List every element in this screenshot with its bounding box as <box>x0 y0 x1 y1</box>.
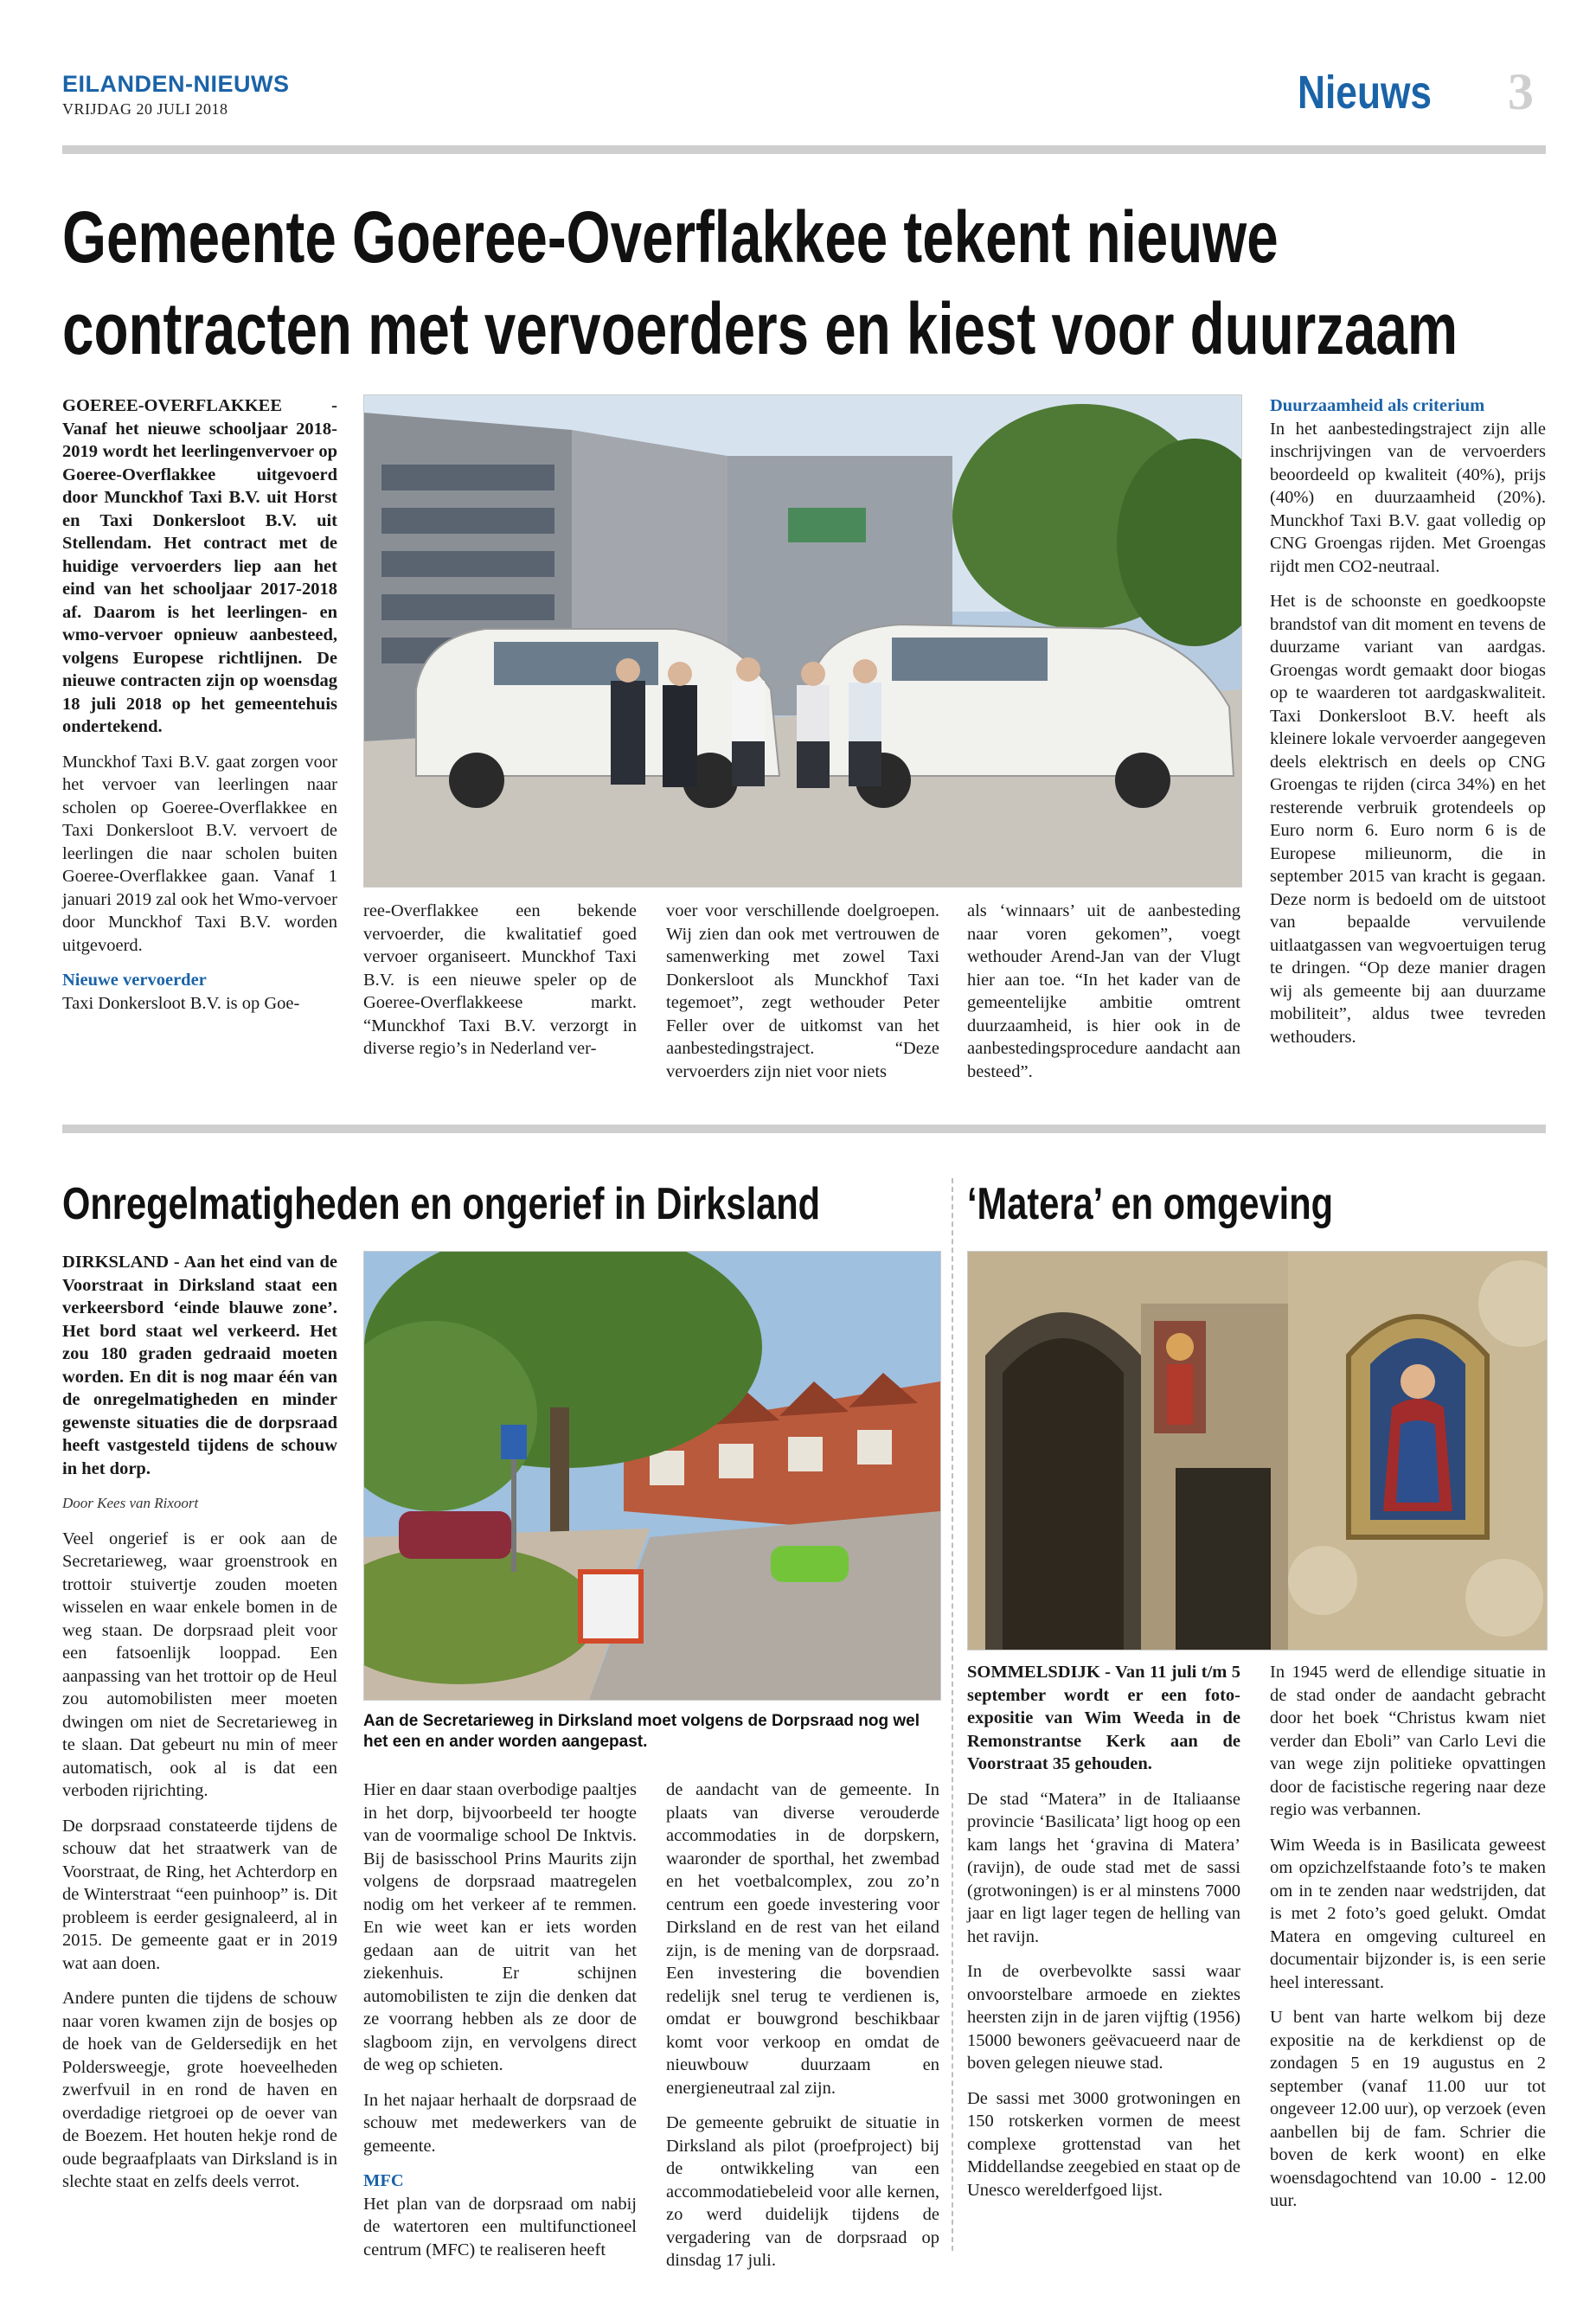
article1-col3 <box>666 900 939 1095</box>
article1-headline-line2: contracten met vervoerders en kiest voor duurzaam <box>62 288 1458 369</box>
issue-date: VRIJDAG 20 JULI 2018 <box>62 100 228 118</box>
article1-paragraph: Het is de schoonste en goedkoopste brandstof van dit moment en tevens de duurzame variant van aardgas. Groengas wordt gemaakt door biogas op te waarderen tot aardgaskwaliteit. Taxi Donkersloot B.V. heeft als kleinere lokale vervoerder aangegeven deels elektrisch en deels op CNG Groengas te rijden (circa 34%) en het resterende verbruik grotendeels op Euro norm 6. Euro norm 6 is de Europese milieunorm, die in september 2015 van kracht is gegaan. Deze norm is bedoeld om de uitstoot van bepaalde vervuilende uitlaatgassen van wegvoertuigen terug te dringen. “Op deze manier dragen wij als gemeente bij aan duurzame mobiliteit”, aldus twee tevreden wethouders. <box>1270 592 1546 1047</box>
article2-photo-caption: Aan de Secretarieweg in Dirksland moet volgens de Dorpsraad nog wel het een en ander worden aangepast. <box>363 1712 920 1751</box>
article3-photo-matera <box>967 1251 1548 1650</box>
article1-paragraph: In het aanbestedingstraject zijn alle inschrijvingen van de vervoerders beoordeeld op kwaliteit (40%), prijs (40%) en duurzaamheid (20%). Munckhof Taxi B.V. gaat volledig op CNG Groengas rijden. Met Groengas rijdt men CO2-neutraal. <box>1270 419 1546 576</box>
header-rule <box>62 145 1546 154</box>
article2-paragraph: Het plan van de dorpsraad om nabij de watertoren een multifunctioneel centrum (MFC) te realiseren heeft <box>363 2194 637 2259</box>
article1-subheading: Nieuwe vervoerder <box>62 971 207 990</box>
article3-paragraph: In 1945 werd de ellendige situatie in de stad onder de aandacht gebracht door het boek “Christus kwam niet verder dan Eboli” van Carlo Levi die van wege zijn politieke opvattingen door de facistische regering naar deze regio was verbannen. <box>1270 1663 1546 1819</box>
article2-lead: DIRKSLAND - Aan het eind van de Voorstraat in Dirksland staat een verkeersbord ‘einde blauwe zone’. Het bord staat wel verkeerd. Het zou 180 graden gedraaid moeten worden. En dit is nog maar één van de onregelmatigheden en minder gewenste situaties die de dorpsraad heeft vastgesteld tijdens de schouw in het dorp. <box>62 1253 337 1478</box>
article1-photo-taxis <box>363 394 1242 888</box>
article1-paragraph: voer voor verschillende doelgroepen. Wij zien dan ook met vertrouwen de samenwerking met zowel Taxi Donkersloot als Munckhof Taxi tegemoet”, zegt wethouder Peter Feller over de uitkomst van het aanbestedingstraject. “Deze vervoerders zijn niet voor niets <box>666 901 939 1081</box>
article3-paragraph: In de overbevolkte sassi waar onvoorstelbare armoede en ziektes heersten zijn in de jaren vijftig (1956) 15000 bewoners geëvacueerd naar de boven gelegen nieuwe stad. <box>967 1962 1240 2073</box>
article2-paragraph: De gemeente gebruikt de situatie in Dirksland als pilot (proefproject) bij de ontwikkeling van een accommodatiebeleid voor alle kernen, zo werd duidelijk tijdens de vergadering van de dorpsraad op dinsdag 17 juli. <box>666 2113 939 2270</box>
article1-headline-line1: Gemeente Goeree-Overflakkee tekent nieuwe <box>62 196 1279 278</box>
article2-paragraph: Hier en daar staan overbodige paaltjes in het dorp, bijvoorbeeld ter hoogte van de voormalige school De Inktvis. Bij de basisschool Prins Maurits zijn volgens de dorpsraad maatregelen nodig om het verkeer af te remmen. En wie weet kan er iets worden gedaan aan de uitrit van het ziekenhuis. Er schijnen automobilisten te zijn die denken dat ze voorrang hebben als ze door de slagboom zijn, en vervolgens direct de weg op schieten. <box>363 1780 637 2074</box>
article1-paragraph: Taxi Donkersloot B.V. is op Goe- <box>62 993 300 1013</box>
article2-subheading: MFC <box>363 2171 404 2190</box>
article2-col2 <box>363 1779 637 2261</box>
article2-byline: Door Kees van Rixoort <box>62 1495 199 1511</box>
section-title: Nieuws <box>1297 67 1432 119</box>
article2-paragraph: Andere punten die tijdens de schouw naar voren kwamen zijn de bosjes op de hoek van de Geldersedijk en het Poldersweegje, grote hoeveelheden zwerfvuil in en rond de haven en overdadige rietgroei op de oever van de Boezem. Het houten hekje rond de oude begraafplaats van Dirksland is in slechte staat en zelfs deels verrot. <box>62 1989 337 2191</box>
article1-paragraph: als ‘winnaars’ uit de aanbesteding naar voren gekomen”, voegt wethouder Arend-Jan van der Vlugt hier aan toe. “In het kader van de gemeentelijke ambitie omtrent duurzaamheid, is hier ook in de aanbestedingsprocedure aandacht aan besteed”. <box>967 901 1240 1081</box>
article2-paragraph: de aandacht van de gemeente. In plaats van diverse verouderde accommodaties in de dorpskern, waaronder de sporthal, het zwembad en het voetbalcomplex, zou zo’n centrum een goede investering voor Dirksland en de rest van het eiland zijn, is de mening van de dorpsraad. Een investering die bovendien redelijk snel terug te verdienen is, omdat er bouwgrond beschikbaar komt voor verkoop en omdat de nieuwbouw duurzaam en energieneutraal zal zijn. <box>666 1780 939 2098</box>
article2-photo-street <box>363 1251 941 1701</box>
street-photo-illustration <box>364 1252 940 1700</box>
page-number: 3 <box>1508 63 1534 120</box>
article3-paragraph: U bent van harte welkom bij deze expositie na de kerkdienst op de zondagen 5 en 19 augustus en 2 september (vanaf 11.00 uur tot ongeveer 12.00 uur), op verzoek (even aanbellen bij de fam. Schrier die boven de kerk woont) en elke woensdagochtend van 10.00 - 12.00 uur. <box>1270 2008 1546 2210</box>
column-divider <box>952 1178 953 2251</box>
article3-paragraph: De stad “Matera” in de Italiaanse provincie ‘Basilicata’ ligt hoog op een kam langs het ‘gravina di Matera’ (ravijn), de oude stad met de sassi (grotwoningen) is er al minstens 7000 jaar en ligt lager tegen de helling van het ravijn. <box>967 1789 1240 1946</box>
article3-headline: ‘Matera’ en omgeving <box>967 1179 1334 1229</box>
article-divider-rule <box>62 1125 1546 1133</box>
article3-paragraph: De sassi met 3000 grotwoningen en 150 rotskerken vormen de meest complexe grottenstad van het Middellandse zeegebied en staat op de Unesco werelderfgoed lijst. <box>967 2088 1240 2200</box>
article3-col1 <box>967 1661 1240 2214</box>
article3-lead: SOMMELSDIJK - Van 11 juli t/m 5 september wordt er een foto-expositie van Wim Weeda in de Remonstrantse Kerk aan de Voorstraat 35 gehouden. <box>967 1663 1240 1773</box>
article2-paragraph: De dorpsraad constateerde tijdens de schouw dat het straatwerk van de Voorstraat, de Ring, het Achterdorp en de Winterstraat “een puinhoop” is. Dit probleem is eerder gesignaleerd, al in 2015. De gemeente gaat er in 2019 wat aan doen. <box>62 1816 337 1973</box>
article1-lead: GOEREE-OVERFLAKKEE - Vanaf het nieuwe schooljaar 2018-2019 wordt het leerlingenvervoer op Goeree-Overflakkee uitgevoerd door Munckhof Taxi B.V. uit Horst en Taxi Donkersloot B.V. uit Stellendam. Het contract met de huidige vervoerders liep aan het eind van het schooljaar 2017-2018 af. Daarom is het leerlingen- en wmo-vervoer opnieuw aanbesteed, volgens Europese richtlijnen. De nieuwe contracten zijn op woensdag 18 juli 2018 op het gemeentehuis ondertekend. <box>62 396 337 736</box>
article3-paragraph: Wim Weeda is in Basilicata geweest om opzichzelfstaande foto’s te maken om in te zenden naar wedstrijden, dat is met 2 foto’s goed gelukt. Omdat Matera en omgeving cultureel en documentair bijzonder is, is een serie heel interessant. <box>1270 1835 1546 1992</box>
article1-col1 <box>62 394 337 1015</box>
article2-headline: Onregelmatigheden en ongerief in Dirksland <box>62 1179 821 1229</box>
article2-col1 <box>62 1251 337 2206</box>
matera-photo-illustration <box>968 1252 1547 1650</box>
article1-col4 <box>967 900 1240 1095</box>
article2-paragraph: Veel ongerief is er ook aan de Secretarieweg, waar groenstrook en trottoir stuivertje zouden moeten wisselen en waar enkele bomen in de weg staan. De dorpsraad pleit voor een fatsoenlijk looppad. Een aanpassing van het trottoir op de Heul zou automobilisten meer moeten dwingen om niet de Secretarieweg in te slaan. Dat gebeurt nu min of meer automatisch, ook al is dat een verboden rijrichting. <box>62 1529 337 1800</box>
article1-col5 <box>1270 394 1546 1061</box>
article1-paragraph: Munckhof Taxi B.V. gaat zorgen voor het vervoer van leerlingen naar scholen op Goeree-Overflakkee en Taxi Donkersloot B.V. vervoert de leerlingen die naar scholen buiten Goeree-Overflakkee gaan. Vanaf 1 januari 2019 zal ook het Wmo-vervoer door Munckhof Taxi B.V. worden uitgevoerd. <box>62 752 337 955</box>
article1-paragraph: ree-Overflakkee een bekende vervoerder, die kwalitatief goed vervoer organiseert. Munckhof Taxi B.V. is een nieuwe speler op de Goeree-Overflakkeese markt. “Munckhof Taxi B.V. verzorgt in diverse regio’s in Nederland ver- <box>363 901 637 1058</box>
article3-col2 <box>1270 1661 1546 2225</box>
article2-col3 <box>666 1779 939 2285</box>
article1-col2 <box>363 900 637 1073</box>
article1-subheading: Duurzaamheid als criterium <box>1270 396 1485 415</box>
taxi-photo-illustration <box>364 395 1241 887</box>
article2-paragraph: In het najaar herhaalt de dorpsraad de schouw met medewerkers van de gemeente. <box>363 2090 637 2156</box>
masthead-logo: EILANDEN-NIEUWS <box>62 71 290 97</box>
